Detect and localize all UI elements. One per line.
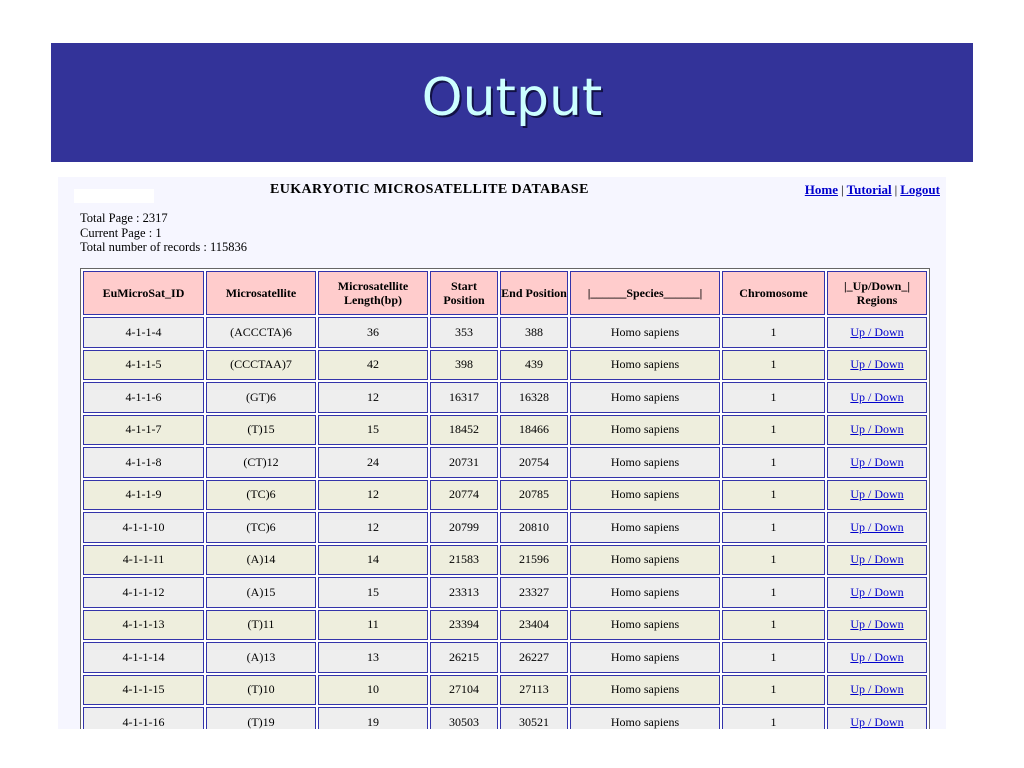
cell-microsatellite: (TC)6 [206, 480, 316, 511]
cell-id: 4-1-1-5 [83, 350, 204, 381]
cell-microsatellite: (A)14 [206, 545, 316, 576]
cell-microsatellite: (T)10 [206, 675, 316, 706]
up-down-link[interactable]: Up / Down [850, 454, 904, 469]
cell-id: 4-1-1-11 [83, 545, 204, 576]
cell-end: 30521 [500, 707, 568, 729]
cell-end: 20754 [500, 447, 568, 478]
up-down-link[interactable]: Up / Down [850, 682, 904, 697]
cell-end: 23404 [500, 610, 568, 641]
cell-chromosome: 1 [722, 415, 825, 446]
up-down-link[interactable]: Up / Down [850, 357, 904, 372]
database-title: EUKARYOTIC MICROSATELLITE DATABASE [270, 182, 589, 197]
up-down-link[interactable]: Up / Down [850, 552, 904, 567]
table-row [83, 642, 927, 673]
cell-regions [827, 382, 927, 413]
cell-microsatellite: (CCCTAA)7 [206, 350, 316, 381]
cell-regions [827, 545, 927, 576]
col-header-start: Start Position [430, 271, 498, 315]
cell-regions [827, 512, 927, 543]
col-header-regions: |_Up/Down_| Regions [827, 271, 927, 315]
up-down-link[interactable]: Up / Down [850, 649, 904, 664]
cell-species: Homo sapiens [570, 707, 720, 729]
col-header-chromosome: Chromosome [722, 271, 825, 315]
col-header-end: End Position [500, 271, 568, 315]
cell-id: 4-1-1-9 [83, 480, 204, 511]
cell-microsatellite: (T)19 [206, 707, 316, 729]
title-banner [51, 43, 973, 162]
cell-microsatellite: (CT)12 [206, 447, 316, 478]
cell-chromosome: 1 [722, 350, 825, 381]
blank-box [74, 189, 154, 203]
cell-length: 36 [318, 317, 428, 348]
cell-start: 398 [430, 350, 498, 381]
cell-start: 26215 [430, 642, 498, 673]
cell-microsatellite: (A)15 [206, 577, 316, 608]
table-row [83, 447, 927, 478]
cell-id: 4-1-1-10 [83, 512, 204, 543]
cell-length: 15 [318, 415, 428, 446]
cell-start: 30503 [430, 707, 498, 729]
cell-species: Homo sapiens [570, 675, 720, 706]
table-row [83, 350, 927, 381]
cell-length: 24 [318, 447, 428, 478]
records-table [80, 268, 930, 729]
cell-regions [827, 350, 927, 381]
up-down-link[interactable]: Up / Down [850, 389, 904, 404]
cell-regions [827, 577, 927, 608]
slide-title: Output [421, 67, 603, 128]
cell-end: 16328 [500, 382, 568, 413]
cell-id: 4-1-1-4 [83, 317, 204, 348]
col-header-length: Microsatellite Length(bp) [318, 271, 428, 315]
cell-species: Homo sapiens [570, 317, 720, 348]
cell-id: 4-1-1-16 [83, 707, 204, 729]
cell-species: Homo sapiens [570, 350, 720, 381]
cell-species: Homo sapiens [570, 610, 720, 641]
cell-chromosome: 1 [722, 447, 825, 478]
database-page [58, 177, 946, 729]
cell-regions [827, 415, 927, 446]
cell-end: 18466 [500, 415, 568, 446]
table-row [83, 512, 927, 543]
cell-end: 21596 [500, 545, 568, 576]
cell-species: Homo sapiens [570, 577, 720, 608]
cell-length: 10 [318, 675, 428, 706]
cell-id: 4-1-1-14 [83, 642, 204, 673]
cell-microsatellite: (T)11 [206, 610, 316, 641]
nav-separator: | [894, 182, 898, 197]
cell-end: 388 [500, 317, 568, 348]
cell-chromosome: 1 [722, 675, 825, 706]
total-records-text: Total number of records : 115836 [80, 240, 248, 254]
cell-id: 4-1-1-13 [83, 610, 204, 641]
cell-microsatellite: (T)15 [206, 415, 316, 446]
cell-regions [827, 642, 927, 673]
cell-species: Homo sapiens [570, 382, 720, 413]
cell-start: 23313 [430, 577, 498, 608]
cell-start: 18452 [430, 415, 498, 446]
cell-length: 14 [318, 545, 428, 576]
cell-id: 4-1-1-7 [83, 415, 204, 446]
cell-chromosome: 1 [722, 382, 825, 413]
cell-end: 439 [500, 350, 568, 381]
cell-species: Homo sapiens [570, 415, 720, 446]
cell-length: 19 [318, 707, 428, 729]
home-link[interactable]: Home [804, 182, 839, 197]
cell-length: 11 [318, 610, 428, 641]
cell-end: 26227 [500, 642, 568, 673]
up-down-link[interactable]: Up / Down [850, 519, 904, 534]
total-page-text: Total Page : 2317 [80, 211, 168, 225]
cell-regions [827, 317, 927, 348]
nav-separator: | [841, 182, 844, 197]
cell-start: 21583 [430, 545, 498, 576]
cell-microsatellite: (GT)6 [206, 382, 316, 413]
cell-chromosome: 1 [722, 317, 825, 348]
tutorial-link[interactable]: Tutorial [846, 182, 892, 197]
cell-microsatellite: (ACCCTA)6 [206, 317, 316, 348]
up-down-link[interactable]: Up / Down [850, 714, 904, 729]
up-down-link[interactable]: Up / Down [850, 487, 904, 502]
cell-species: Homo sapiens [570, 545, 720, 576]
up-down-link[interactable]: Up / Down [850, 584, 904, 599]
cell-length: 12 [318, 480, 428, 511]
cell-species: Homo sapiens [570, 447, 720, 478]
col-header-species: |______Species______| [570, 271, 720, 315]
cell-length: 13 [318, 642, 428, 673]
table-row [83, 577, 927, 608]
page-info [80, 211, 247, 255]
cell-start: 353 [430, 317, 498, 348]
cell-id: 4-1-1-8 [83, 447, 204, 478]
current-page-text: Current Page : 1 [80, 225, 162, 240]
cell-end: 20785 [500, 480, 568, 511]
cell-id: 4-1-1-12 [83, 577, 204, 608]
cell-length: 12 [318, 512, 428, 543]
table-row [83, 317, 927, 348]
up-down-link[interactable]: Up / Down [850, 617, 904, 632]
cell-regions [827, 707, 927, 729]
up-down-link[interactable]: Up / Down [850, 324, 904, 339]
col-header-microsatellite: Microsatellite [206, 271, 316, 315]
cell-start: 27104 [430, 675, 498, 706]
cell-end: 27113 [500, 675, 568, 706]
cell-length: 12 [318, 382, 428, 413]
cell-chromosome: 1 [722, 642, 825, 673]
table-row [83, 415, 927, 446]
cell-length: 42 [318, 350, 428, 381]
cell-chromosome: 1 [722, 480, 825, 511]
cell-species: Homo sapiens [570, 642, 720, 673]
cell-species: Homo sapiens [570, 512, 720, 543]
table-row [83, 675, 927, 706]
table-row [83, 382, 927, 413]
cell-chromosome: 1 [722, 610, 825, 641]
cell-regions [827, 610, 927, 641]
top-nav [805, 182, 940, 198]
logout-link[interactable]: Logout [900, 182, 940, 197]
cell-regions [827, 675, 927, 706]
cell-chromosome: 1 [722, 512, 825, 543]
cell-chromosome: 1 [722, 707, 825, 729]
table-row [83, 707, 927, 729]
up-down-link[interactable]: Up / Down [850, 422, 904, 437]
cell-start: 20774 [430, 480, 498, 511]
table-row [83, 480, 927, 511]
cell-chromosome: 1 [722, 545, 825, 576]
cell-microsatellite: (TC)6 [206, 512, 316, 543]
cell-id: 4-1-1-6 [83, 382, 204, 413]
col-header-id: EuMicroSat_ID [83, 271, 204, 315]
cell-regions [827, 447, 927, 478]
cell-start: 16317 [430, 382, 498, 413]
cell-chromosome: 1 [722, 577, 825, 608]
cell-end: 20810 [500, 512, 568, 543]
cell-start: 20731 [430, 447, 498, 478]
header-row [83, 271, 927, 315]
cell-start: 20799 [430, 512, 498, 543]
table-row [83, 610, 927, 641]
cell-length: 15 [318, 577, 428, 608]
cell-species: Homo sapiens [570, 480, 720, 511]
table-row [83, 545, 927, 576]
cell-id: 4-1-1-15 [83, 675, 204, 706]
cell-start: 23394 [430, 610, 498, 641]
cell-end: 23327 [500, 577, 568, 608]
cell-microsatellite: (A)13 [206, 642, 316, 673]
cell-regions [827, 480, 927, 511]
